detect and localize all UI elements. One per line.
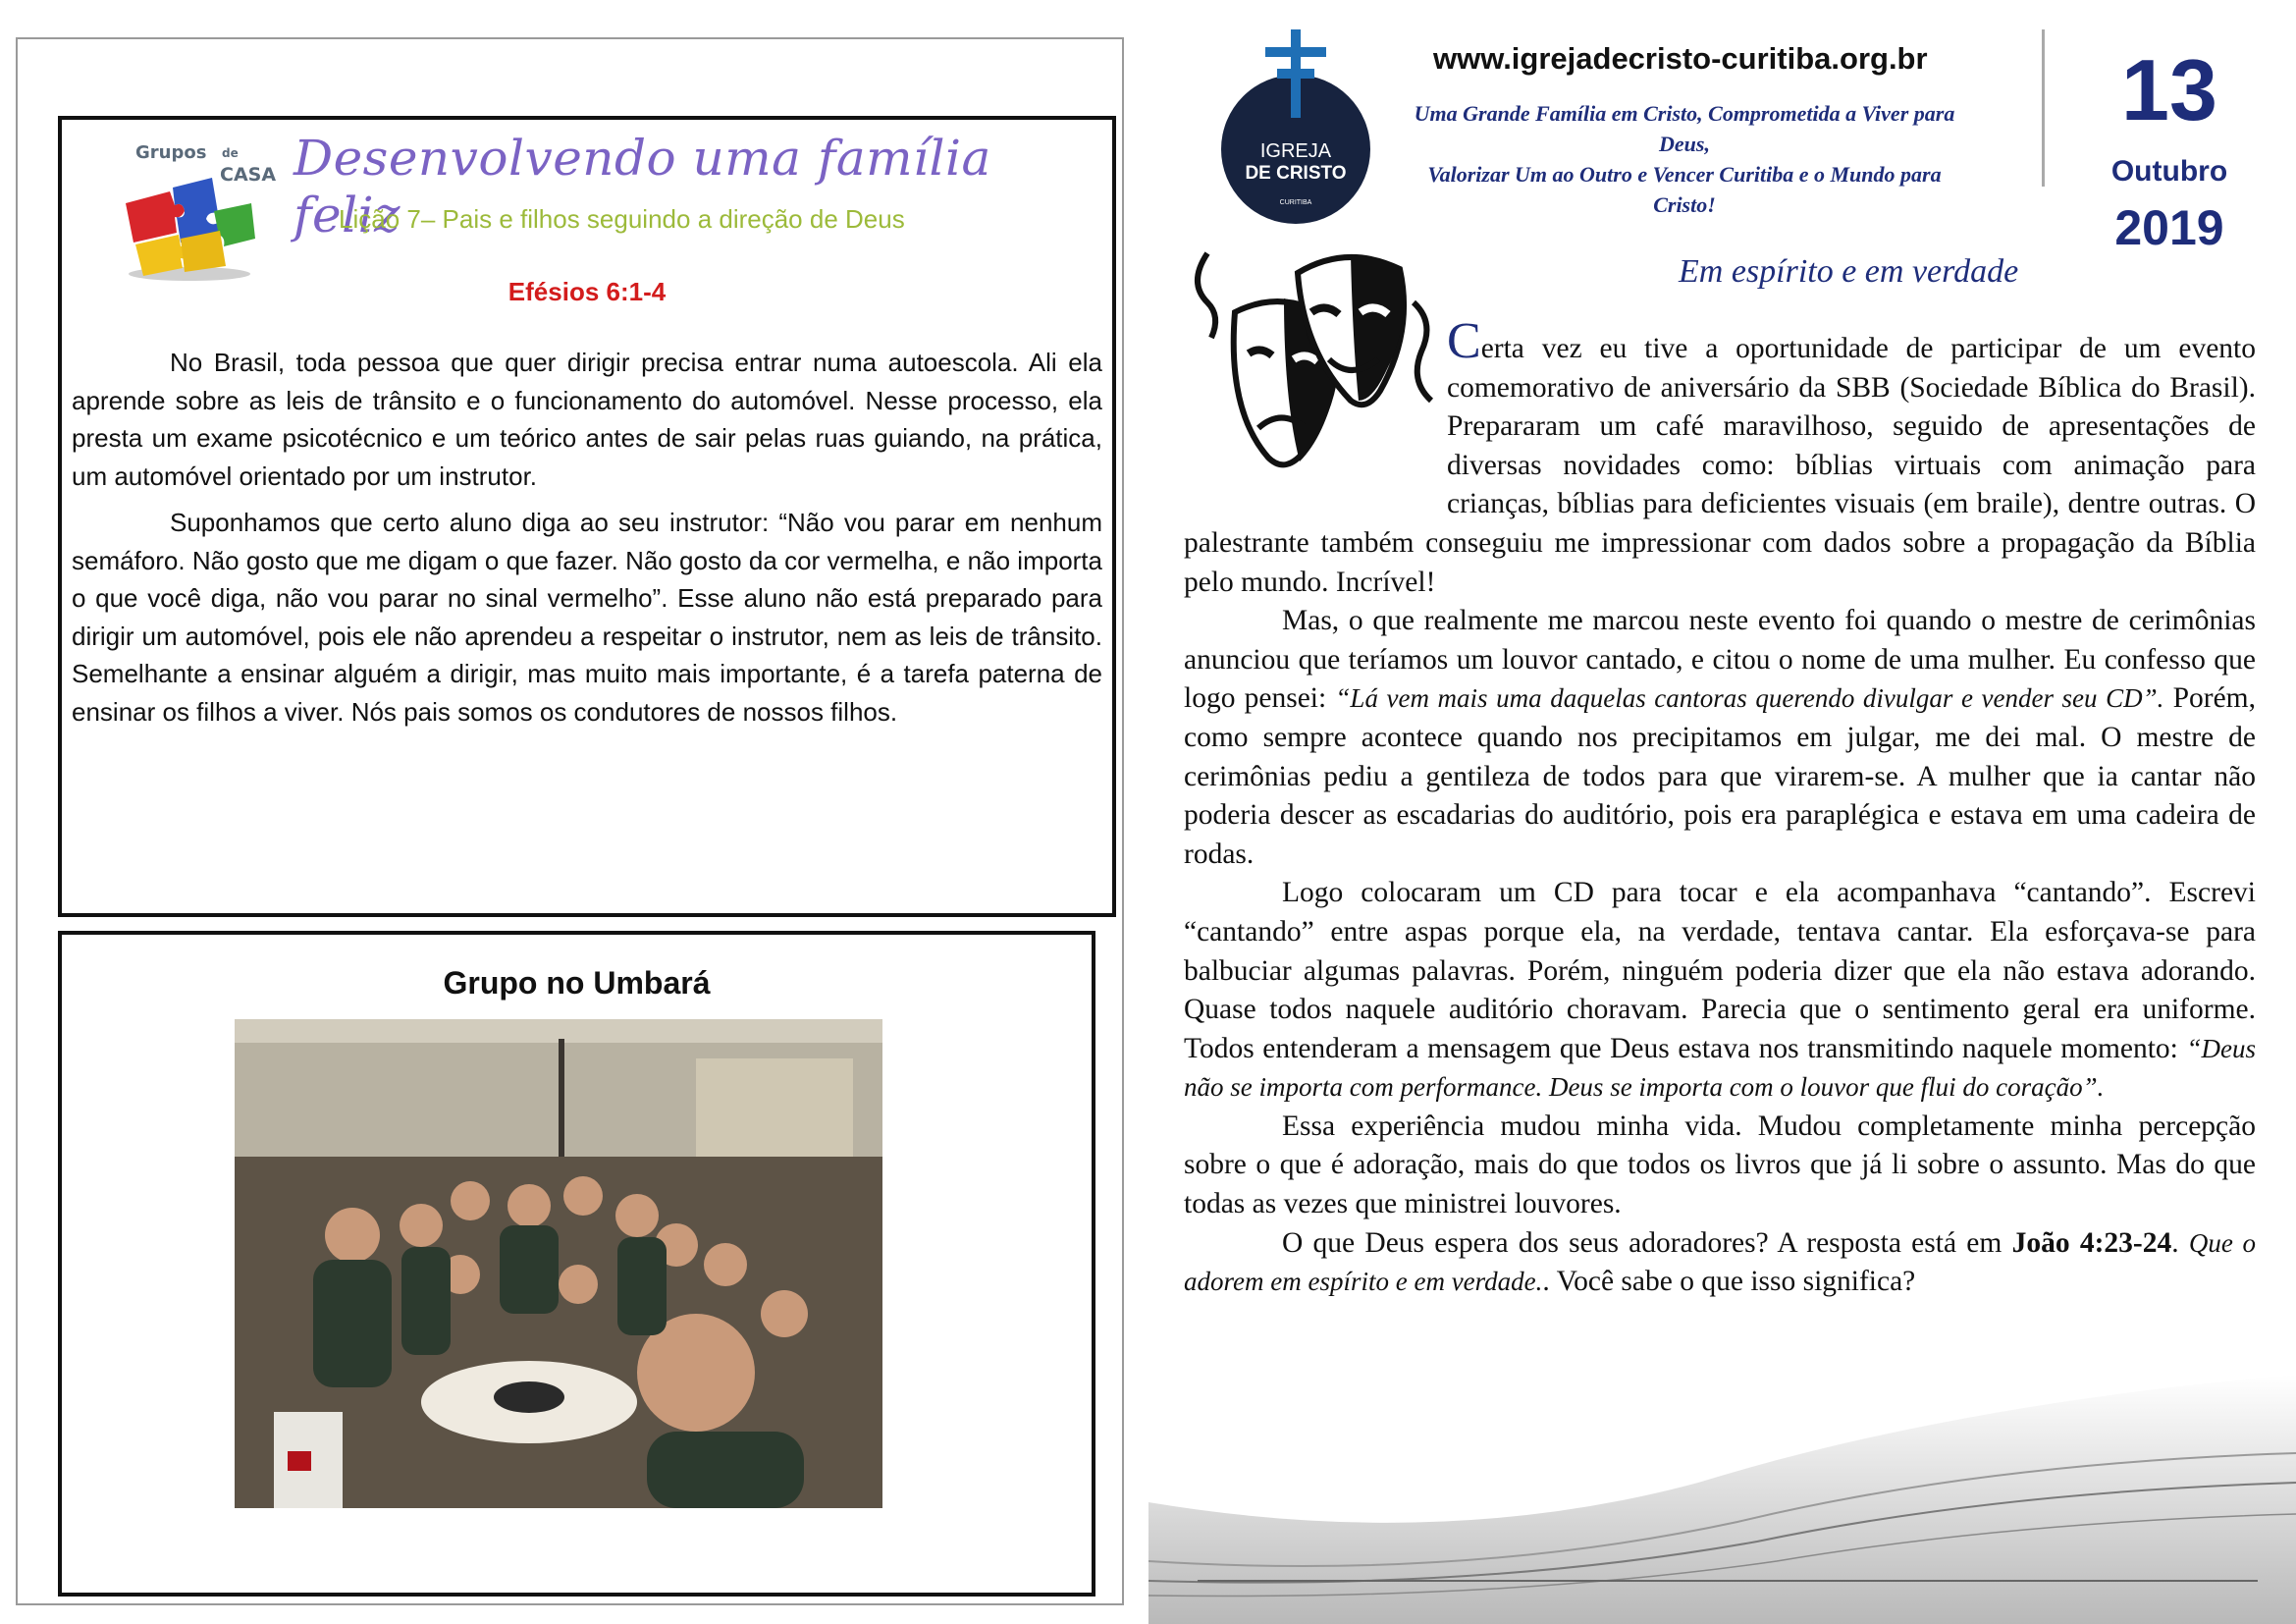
- article-text: . Você sabe o que isso significa?: [1542, 1266, 1916, 1298]
- article-title: Em espírito e em verdade: [1679, 253, 2019, 290]
- article-text: O que Deus espera dos seus adoradores? A resposta está em: [1282, 1226, 2012, 1259]
- lesson-paragraph: Suponhamos que certo aluno diga ao seu instrutor: “Não vou parar em nenhum semáforo. Não gosto que me digam o que fazer. Não gosto da cor vermelha, e não importa o que você diga, não vou parar no sinal vermelho”. Esse aluno não está preparado para dirigir um automóvel, pois ele não aprendeu a respeitar o instrutor, nem as leis de trânsito. Semelhante a ensinar alguém a dirigir, mas muito mais importante, é a tarefa paterna de ensinar os filhos a viver. Nós pais somos os condutores de nossos filhos.: [72, 508, 1102, 727]
- group-photo-image: [235, 1019, 882, 1508]
- left-page: [16, 37, 1124, 1605]
- cross-logo-icon: [1219, 29, 1372, 226]
- logo-line-3: CURITIBA: [1279, 199, 1312, 206]
- lesson-title: Desenvolvendo uma família feliz: [294, 130, 991, 244]
- article-text: Logo colocaram um CD para tocar e ela acompanhava “cantando”. Escrevi “cantando” entre aspas porque ela, na verdade, tentava cantar. Ela esforçava-se para balbuciar algumas palavras. Porém, ninguém poderia dizer que ela não estava adorando. Quase todos naquele auditório choravam. Parecia que o sentimento geral era uniforme. Todos entenderam a mensagem que Deus estava nos transmitindo naquele momento:: [1184, 877, 2256, 1064]
- header-divider: [2042, 29, 2045, 187]
- lesson-subtitle: Lição 7– Pais e filhos seguindo a direção de Deus: [339, 204, 905, 234]
- bible-reference: Efésios 6:1-4: [507, 277, 667, 306]
- group-photo: [235, 1019, 882, 1508]
- scripture-ref: João 4:23-24: [2011, 1226, 2172, 1259]
- grupos-de-casa-logo: [116, 135, 302, 282]
- masks-spacer: [1184, 330, 1447, 489]
- article-paragraph: [1184, 602, 2256, 874]
- photo-title: Grupo no Umbará: [443, 965, 711, 1001]
- site-url: www.igrejadecristo-curitiba.org.br: [1433, 41, 1928, 76]
- photo-box: [58, 931, 1095, 1597]
- article-paragraph: [1184, 874, 2256, 1108]
- logo-line-2: DE CRISTO: [1245, 163, 1347, 184]
- logo-text: [135, 142, 277, 186]
- article-text: erta vez eu tive a oportunidade de participar de um evento comemorativo de aniversário da SBB (Sociedade Bíblica do Brasil). Prepararam um café maravilhoso, seguido de apresentações de diversas novidades como: bíblias virtuais com animação para crianças, bíblias para deficientes visuais (em braile), dentre outras. O palestrante também conseguiu me impressionar com dados sobre a propagação da Bíblia pelo mundo. Incrível!: [1184, 333, 2256, 598]
- lesson-body: [72, 344, 1102, 739]
- logo-line-2: de: [222, 146, 239, 160]
- logo-line-1: IGREJA: [1259, 140, 1332, 162]
- lesson-paragraph: No Brasil, toda pessoa que quer dirigir precisa entrar numa autoescola. Ali ela aprende sobre as leis de trânsito e o funcionamento do automóvel. Nesse processo, ela presta um exame psicotécnico e um teórico antes de sair pelas ruas guiando, na prática, um automóvel orientado por um instrutor.: [72, 348, 1102, 491]
- article-body: [1184, 313, 2257, 1302]
- article-text: Porém, como sempre acontece quando nos precipitamos em julgar, me dei mal. O mestre de cerimônias pediu a gentileza de todos para que virarem-se. A mulher que ia cantar não poderia descer as escadarias do auditório, pois era paraplégica e estava em uma cadeira de rodas.: [1184, 682, 2256, 870]
- article-quote: Que o adorem em espírito e em verdade.: [1184, 1227, 2257, 1297]
- article-text: .: [2171, 1226, 2189, 1259]
- article-text: Mas, o que realmente me marcou neste evento foi quando o mestre de cerimônias anunciou que teríamos um louvor cantado, e citou o nome de uma mulher. Eu confesso que logo pensei:: [1184, 605, 2256, 715]
- tagline: [1395, 98, 1974, 220]
- logo-line-3: CASA: [220, 164, 277, 186]
- puzzle-icon: [116, 174, 263, 282]
- date-day: 13: [2121, 41, 2217, 138]
- drop-cap: C: [1447, 313, 1481, 369]
- lesson-box: [58, 116, 1116, 917]
- igreja-de-cristo-logo: [1219, 29, 1372, 226]
- decorative-wave: [1148, 1257, 2296, 1624]
- logo-line-1: Grupos: [135, 142, 207, 163]
- right-page: [1148, 0, 2296, 1624]
- article-quote: “Lá vem mais uma daquelas cantoras querendo divulgar e vender seu CD”.: [1335, 683, 2164, 714]
- date-month: Outubro: [2110, 155, 2228, 188]
- article-quote: “Deus não se importa com performance. Deus se importa com o louvor que flui do coração”.: [1184, 1033, 2256, 1103]
- article-paragraph: Essa experiência mudou minha vida. Mudou completamente minha percepção sobre o que é adoração, mais do que todos os livros que já li sobre o assunto. Mas do que todas as vezes que ministrei louvores.: [1184, 1110, 2256, 1220]
- tagline-line-1: Uma Grande Família em Cristo, Comprometida a Viver para Deus,: [1414, 101, 1955, 156]
- tagline-line-2: Valorizar Um ao Outro e Vencer Curitiba e o Mundo para Cristo!: [1427, 162, 1942, 217]
- date-year: 2019: [2114, 200, 2224, 255]
